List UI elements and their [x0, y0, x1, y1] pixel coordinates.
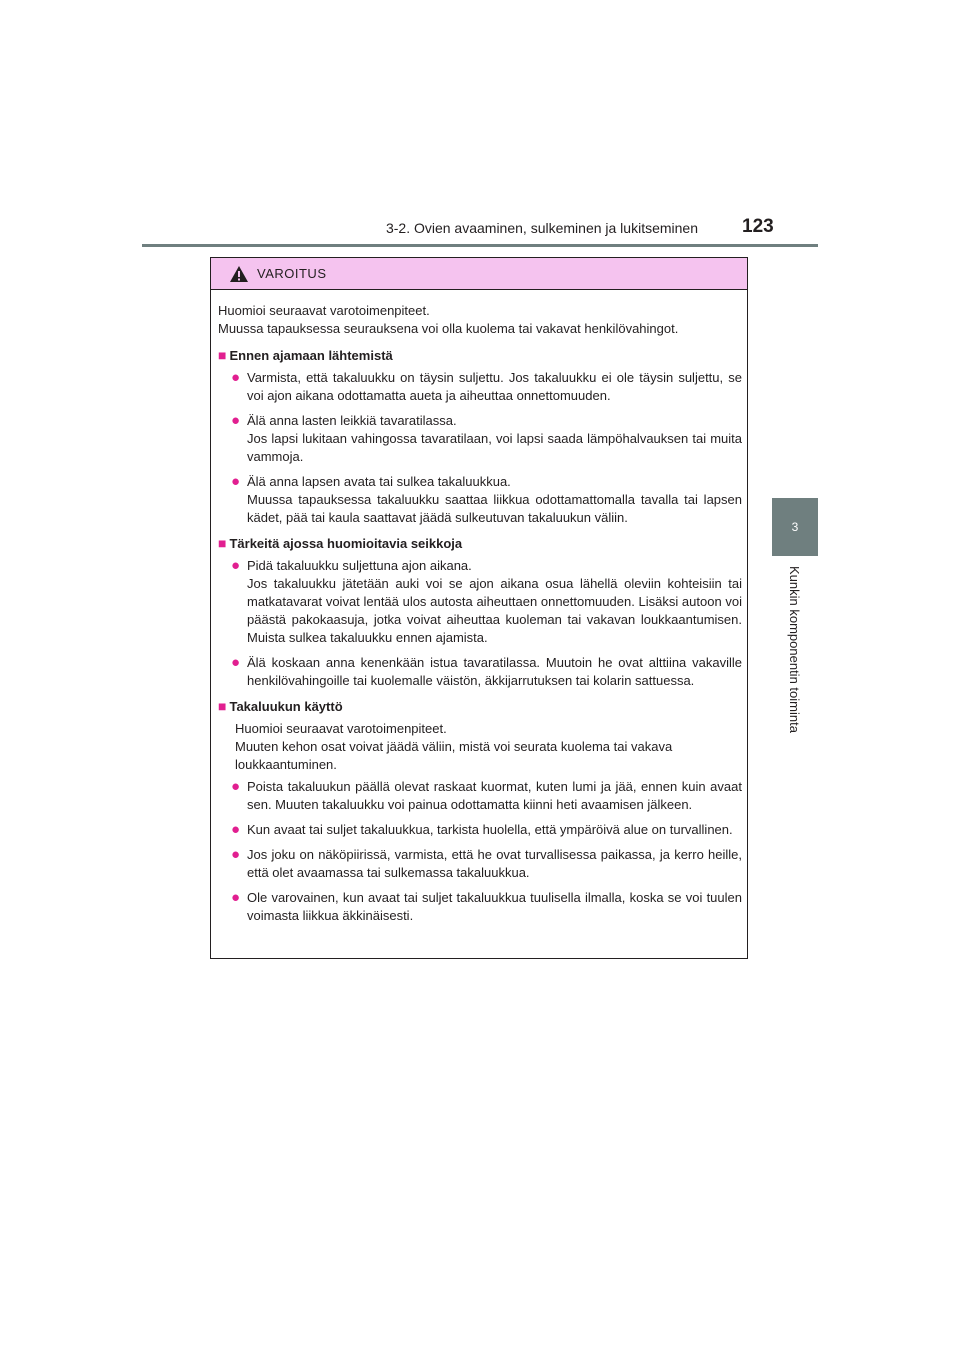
bullet-dot-icon: ●	[231, 821, 241, 838]
bullet-text: Poista takaluukun päällä olevat raskaat kuormat, kuten lumi ja jää, ennen kuin avaat sen. Muuten takaluukku voi painua odottamatta kiinni heti avaamisen jälkeen.	[247, 779, 742, 812]
list-item	[231, 369, 742, 405]
bullet-note: Muussa tapauksessa takaluukku saattaa liikkua odottamattomalla tavalla tai lapsen kädet, pää tai kaula saattavat jäädä sulkeutuvan takaluukun väliin.	[247, 492, 742, 525]
square-bullet-icon: ■	[218, 347, 227, 363]
section-heading-text: Ennen ajamaan lähtemistä	[229, 348, 393, 363]
bullet-text: Pidä takaluukku suljettuna ajon aikana.	[247, 558, 472, 573]
chapter-tab	[772, 498, 818, 556]
bullet-note: Jos takaluukku jätetään auki voi se ajon aikana osua lähellä oleviin kohteisiin tai matkatavarat voivat lentää ulos autosta aiheuttaen onnettomuuden. Lisäksi autoon voi päästä pakokaasuja, jotka voivat aiheuttaa kuoleman tai vakavan loukkaantumisen. Muista sulkea takaluukku ennen ajamista.	[247, 576, 742, 645]
bullet-dot-icon: ●	[231, 557, 241, 574]
header-rule	[142, 244, 818, 247]
section-title: 3-2. Ovien avaaminen, sulkeminen ja lukitseminen	[385, 220, 698, 236]
bullet-text: Ole varovainen, kun avaat tai suljet takaluukkua tuulisella ilmalla, koska se voi tuulen voimasta liikkua äkkinäisesti.	[247, 890, 742, 923]
list-item	[231, 889, 742, 925]
bullet-dot-icon: ●	[231, 369, 241, 386]
warning-intro	[218, 302, 742, 338]
intro-line: Huomioi seuraavat varotoimenpiteet.	[218, 303, 430, 318]
bullet-text: Älä anna lasten leikkiä tavaratilassa.	[247, 413, 457, 428]
intro-line: Muussa tapauksessa seurauksena voi olla kuolema tai vakavat henkilövahingot.	[218, 321, 679, 336]
section-heading-text: Tärkeitä ajossa huomioitavia seikkoja	[229, 536, 463, 551]
bullet-dot-icon: ●	[231, 473, 241, 490]
list-item	[231, 778, 742, 814]
chapter-number: 3	[791, 520, 799, 534]
warning-box	[210, 257, 748, 959]
bullet-dot-icon: ●	[231, 778, 241, 795]
bullet-dot-icon: ●	[231, 846, 241, 863]
bullet-dot-icon: ●	[231, 412, 241, 429]
bullet-text: Jos joku on näköpiirissä, varmista, että he ovat turvallisessa paikassa, ja kerro heille, että olet avaamassa tai sulkemassa takaluukkua.	[247, 847, 742, 880]
page-number: 123	[742, 216, 774, 237]
section-intro-line: Muuten kehon osat voivat jäädä väliin, mistä voi seurata kuolema tai vakava loukkaantuminen.	[235, 739, 673, 772]
bullet-text: Varmista, että takaluukku on täysin suljettu. Jos takaluukku ei ole täysin suljettu, se voi ajon aikana odottamatta aueta ja aiheuttaa onnettomuuden.	[247, 370, 742, 403]
bullet-text: Älä koskaan anna kenenkään istua tavaratilassa. Muutoin he ovat alttiina vakaville henkilövahingoille tai kuolemalle väistön, äkkijarrutuksen tai kolarin sattuessa.	[247, 655, 742, 688]
section-intro	[235, 720, 742, 774]
warning-triangle-icon	[229, 265, 249, 283]
list-item	[231, 557, 742, 647]
bullet-note: Jos lapsi lukitaan vahingossa tavaratilaan, voi lapsi saada lämpöhalvauksen tai muita vammoja.	[247, 431, 742, 464]
list-item	[231, 412, 742, 466]
page-header	[0, 0, 960, 246]
section-heading	[218, 346, 742, 365]
square-bullet-icon: ■	[218, 535, 227, 551]
list-item	[231, 821, 742, 839]
warning-title: VAROITUS	[257, 266, 327, 281]
list-item	[231, 654, 742, 690]
bullet-text: Kun avaat tai suljet takaluukkua, tarkista huolella, että ympäröivä alue on turvallinen.	[247, 822, 733, 837]
warning-body	[211, 290, 747, 925]
list-item	[231, 846, 742, 882]
bullet-text: Älä anna lapsen avata tai sulkea takaluukkua.	[247, 474, 511, 489]
section-heading-text: Takaluukun käyttö	[229, 699, 343, 714]
chapter-title: Kunkin komponentin toiminta	[787, 566, 802, 733]
bullet-dot-icon: ●	[231, 889, 241, 906]
section-heading	[218, 534, 742, 553]
section-heading	[218, 697, 742, 716]
section-intro-line: Huomioi seuraavat varotoimenpiteet.	[235, 721, 447, 736]
square-bullet-icon: ■	[218, 698, 227, 714]
warning-header	[211, 258, 747, 290]
list-item	[231, 473, 742, 527]
bullet-dot-icon: ●	[231, 654, 241, 671]
